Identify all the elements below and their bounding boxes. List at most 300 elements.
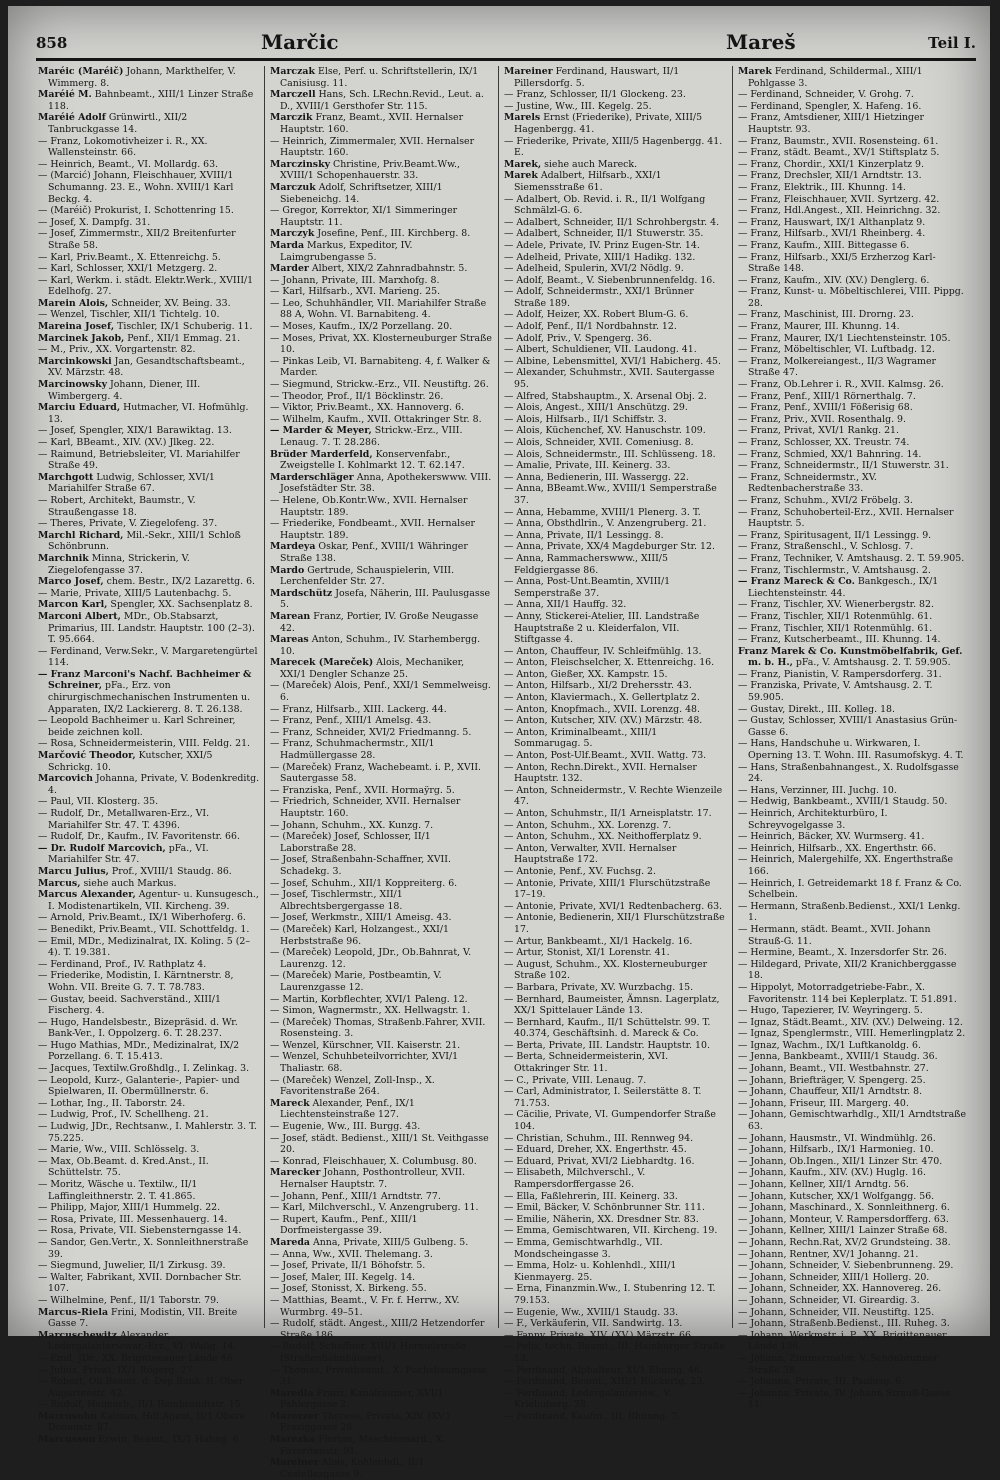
- directory-entry: [504, 1388, 726, 1411]
- directory-entry: [504, 1109, 726, 1132]
- entry-name: Marco Josef,: [38, 576, 104, 588]
- entry-name: — Dr. Rudolf Marcovich,: [38, 842, 166, 854]
- entry-details: — Marie, Private, XIII/5 Lautenbachg. 5.: [38, 587, 232, 599]
- entry-details: — Anton, Schneidermstr., V. Rechte Wienzeile 47.: [504, 784, 723, 808]
- directory-entry: [738, 901, 966, 924]
- directory-entry: [38, 159, 260, 171]
- entry-details: — Franz, Priv., XVII. Rosenthalg. 9.: [738, 413, 906, 425]
- entry-details: — (Mareček) Franz, Wachebeamt. i. P., XVII. Sautergasse 58.: [270, 761, 481, 785]
- entry-name: Maréié M.: [38, 89, 92, 101]
- directory-entry: [738, 101, 966, 113]
- entry-name: Marcinkowski: [38, 355, 112, 367]
- entry-details: siehe auch Markus.: [83, 877, 177, 889]
- entry-details: — Barbara, Private, XV. Wurzbachg. 15.: [504, 981, 694, 993]
- directory-entry: [504, 89, 726, 101]
- directory-entry: [738, 147, 966, 159]
- entry-details: — Rudolf, städt. Angest., XIII/2 Hetzendorfer Straße 186.: [270, 1318, 485, 1341]
- entry-details: — Adolf, Priv., V. Spengerg. 36.: [504, 332, 652, 344]
- directory-entry: [270, 912, 492, 924]
- directory-entry: [270, 1457, 492, 1480]
- directory-entry: [504, 1144, 726, 1156]
- entry-details: — Ludwig, JDr., Rechtsanw., I. Mahlerstr. 3. T. 75.225.: [38, 1121, 257, 1144]
- directory-entry: [504, 692, 726, 704]
- entry-details: — Franz, Maurer, IX/1 Liechtensteinstr. 105.: [738, 332, 951, 344]
- entry-details: pFa., Erz. von chirurgischmechanischen Instrumenten u. Apparaten, IX/2 Lackiererg. 8. T. 26.138.: [48, 680, 251, 715]
- directory-entry: [38, 553, 260, 576]
- directory-entry: [38, 1411, 260, 1434]
- page-number: 858: [36, 34, 68, 52]
- entry-name: Marein Alois,: [38, 297, 109, 309]
- entry-details: — Anna, BBeamt.Ww., XVIII/1 Semperstraße 37.: [504, 483, 717, 506]
- entry-details: — Robert, Architekt, Baumstr., V. Straußengasse 18.: [38, 494, 196, 518]
- entry-details: Schneider, XV. Being. 33.: [111, 297, 231, 309]
- entry-details: — Albine, Lebensmittel, XVI/1 Habicherg. 45.: [504, 355, 721, 367]
- directory-entry: [504, 1191, 726, 1203]
- entry-details: Franz, Beamt., XVII. Hernalser Hauptstr. 160.: [280, 112, 464, 135]
- directory-entry: [38, 1330, 260, 1353]
- directory-entry: [738, 924, 966, 947]
- entry-details: — Heinrich, Bäcker, XV. Wurmserg. 41.: [738, 831, 925, 843]
- directory-entry: [504, 344, 726, 356]
- directory-entry: [738, 565, 966, 577]
- entry-details: — Johann, Penf., XIII/1 Arndtstr. 77.: [270, 1190, 441, 1202]
- entry-details: — Leopold Bachheimer u. Karl Schreiner, beide zeichnen koll.: [38, 715, 236, 738]
- entry-details: Josefa, Näherin, III. Paulusgasse 5.: [280, 587, 491, 611]
- directory-entry: [38, 750, 260, 773]
- entry-details: — Karl, BBeamt., XIV. (XV.) Jlkeg. 22.: [38, 437, 215, 448]
- directory-entry: [738, 1179, 966, 1191]
- entry-name: Marcovich: [38, 773, 93, 785]
- directory-entry: [38, 1353, 260, 1365]
- entry-details: — Johann, Beamt., VII. Westbahnstr. 27.: [738, 1063, 929, 1075]
- entry-name: Marczyk: [270, 228, 315, 240]
- directory-entry: [38, 738, 260, 750]
- directory-entry: [504, 669, 726, 681]
- directory-entry: [38, 205, 260, 217]
- directory-entry: [504, 217, 726, 229]
- entry-name: Marels: [504, 112, 541, 124]
- entry-details: — Ferdinand, Schneider, V. Grohg. 7.: [738, 89, 914, 101]
- directory-entry: [504, 252, 726, 264]
- entry-details: — Franz, Schlosser, XX. Treustr. 74.: [738, 437, 910, 448]
- directory-entry: [270, 1040, 492, 1052]
- entry-details: — Heinrich, Beamt., VI. Mollardg. 63.: [38, 158, 219, 170]
- entry-details: — Theres, Private, V. Ziegelofeng. 37.: [38, 518, 218, 530]
- entry-details: — Anna, Bedienerin, III. Wassergg. 22.: [504, 471, 689, 483]
- directory-entry: [38, 1237, 260, 1260]
- directory-entry: [504, 483, 726, 506]
- directory-entry: [504, 727, 726, 750]
- entry-details: Prof., XVIII/1 Staudg. 86.: [111, 865, 232, 877]
- entry-details: Penf., XII/1 Emmag. 21.: [127, 332, 241, 344]
- directory-entry: [38, 309, 260, 321]
- directory-entry: [38, 576, 260, 588]
- entry-details: — Ferdinand, Ledergalanteriew., V. Kriehuberg. 28.: [504, 1387, 672, 1411]
- directory-entry: [38, 472, 260, 495]
- directory-entry: [38, 437, 260, 449]
- directory-entry: [270, 1051, 492, 1074]
- directory-entry: [270, 1283, 492, 1295]
- directory-entry: [270, 1272, 492, 1284]
- directory-entry: [270, 1365, 492, 1388]
- directory-entry: [504, 240, 726, 252]
- entry-details: — Gustav, beeid. Sachverständ., XIII/1 Fischerg. 4.: [38, 993, 221, 1017]
- directory-entry: [738, 1017, 966, 1029]
- entry-details: — Wenzel, Kürschner, VII. Kaiserstr. 21.: [270, 1039, 461, 1051]
- entry-details: — Franz, Baumstr., XVII. Rosensteing. 61.: [738, 135, 939, 147]
- entry-details: — Franz, Schuhm., XVI/2 Fröbelg. 3.: [738, 494, 913, 506]
- entry-details: — Franz, Hauswart, IX/1 Althanplatz 9.: [738, 216, 926, 228]
- directory-entry: [270, 1133, 492, 1156]
- directory-entry: [270, 588, 492, 611]
- entry-details: — Ferdinand, Verw.Sekr., V. Margaretengürtel 114.: [38, 645, 258, 669]
- entry-details: Tischler, IX/1 Schuberig. 11.: [117, 321, 253, 333]
- entry-name: Franz Marek & Co. Kunstmöbelfabrik, Gef. m. b. H.,: [738, 645, 963, 669]
- directory-entry: [738, 530, 966, 542]
- directory-entry: [504, 1307, 726, 1319]
- entry-details: — Anton, Kutscher, XIV. (XV.) Märzstr. 48.: [504, 715, 703, 727]
- entry-details: — Marie, Ww., VIII. Schlösselg. 3.: [38, 1144, 200, 1156]
- directory-entry: [738, 1260, 966, 1272]
- entry-details: — Johann, Friseur, III. Margerg. 40.: [738, 1097, 909, 1109]
- entry-name: Marek,: [504, 158, 542, 170]
- entry-name: Brüder Marderfeld,: [270, 448, 373, 460]
- entry-details: — Antonie, Penf., XV. Fuchsg. 2.: [504, 865, 656, 877]
- directory-entry: [738, 136, 966, 148]
- entry-details: — Franz, Penf., XIII/1 Amelsg. 43.: [270, 715, 432, 727]
- entry-details: — Franz, Maurer, III. Khunng. 14.: [738, 321, 900, 333]
- entry-details: — Anna, Rammacherswww., XIII/5 Feldgiergasse 86.: [504, 552, 668, 576]
- entry-name: Marczik: [270, 112, 313, 124]
- directory-entry: [504, 947, 726, 959]
- entry-details: Alexander, Ledergalanteriewar.-Erz., VI. Wallg. 14.: [48, 1329, 237, 1353]
- entry-details: — Emil, Bäcker, V. Schönbrunner Str. 111.: [504, 1202, 705, 1214]
- entry-details: — C., Private, VIII. Lenaug. 7.: [504, 1074, 647, 1086]
- entry-details: — Moses, Kaufm., IX/2 Porzellang. 20.: [270, 321, 453, 333]
- page-header: [36, 30, 976, 60]
- directory-entry: [270, 298, 492, 321]
- directory-entry: [738, 275, 966, 287]
- entry-details: — Josef, Private, II/1 Böhofstr. 5.: [270, 1260, 426, 1272]
- entry-name: Marek: [738, 66, 772, 77]
- entry-details: — Karl, Schlosser, XXI/1 Metzgerg. 2.: [38, 263, 218, 275]
- entry-details: — Gustav, Direkt., III. Kolleg. 18.: [738, 703, 896, 715]
- directory-entry: [38, 1179, 260, 1202]
- entry-details: Alois, Mechaniker, XXI/1 Dengler Schanze 25.: [280, 657, 465, 680]
- entry-details: Franz, Portier, IV. Große Neugasse 42.: [280, 610, 479, 634]
- entry-details: Anton, Schuhm., IV. Starhembergg. 10.: [280, 634, 481, 657]
- directory-entry: [38, 611, 260, 646]
- entry-details: — Franz, Spiritusagent, II/1 Lessingg. 9.: [738, 529, 932, 541]
- directory-entry: [270, 425, 492, 448]
- directory-entry: [738, 831, 966, 843]
- entry-details: — Walter, Fabrikant, XVII. Dornbacher Str. 107.: [38, 1271, 242, 1295]
- directory-entry: [504, 367, 726, 390]
- entry-name: Maréic (Maréič): [38, 66, 124, 77]
- entry-details: — Rudolf, Schaffner, XIII/1 Hermelstraße (Straßenbahnhäuser).: [270, 1341, 467, 1364]
- directory-entry: [738, 843, 966, 855]
- entry-details: — Rupert, Kaufm., Penf., XIII/1 Dorfmeistergasse 39.: [270, 1213, 418, 1237]
- directory-entry: [270, 495, 492, 518]
- entry-details: — Max, Ob.Beamt. d. Kred.Anst., II. Schüttelstr. 75.: [38, 1155, 209, 1179]
- directory-entry: [504, 599, 726, 611]
- entry-details: — Adolf, Schneidermstr., XXI/1 Brünner Straße 189.: [504, 286, 694, 309]
- directory-entry: [504, 507, 726, 519]
- directory-entry: [738, 321, 966, 333]
- entry-details: — Anna, XII/1 Hauffg. 32.: [504, 599, 627, 611]
- entry-details: — Helene, Ob.Kontr.Ww., XVII. Hernalser Hauptstr. 189.: [270, 494, 468, 518]
- entry-details: Adolf, Schriftsetzer, XIII/1 Siebeneichg. 14.: [280, 181, 443, 205]
- entry-details: — Johann, Kellner, XIII/1 Lainzer Straße 68.: [738, 1225, 948, 1237]
- entry-details: pFa., VI. Mariahilfer Str. 47.: [48, 842, 209, 866]
- directory-entry: [270, 878, 492, 890]
- entry-details: — Anton, Gießer, XX. Kampstr. 15.: [504, 668, 668, 680]
- entry-details: — Philipp, Major, XIII/1 Hummelg. 22.: [38, 1202, 221, 1214]
- entry-name: Mardschütz: [270, 587, 333, 599]
- directory-entry: [38, 843, 260, 866]
- entry-details: — Adelheid, Spulerin, XVI/2 Nödlg. 9.: [504, 263, 684, 275]
- directory-entry: [270, 854, 492, 877]
- entry-details: Erwin, Beamt., IX/1 Hahng. 6.: [98, 1434, 242, 1446]
- entry-details: Konservenfabr., Zweigstelle I. Kohlmarkt 12. T. 62.147.: [280, 448, 465, 472]
- directory-entry: [504, 402, 726, 414]
- entry-details: — Alois, Hilfsarb., II/1 Schiffstr. 3.: [504, 413, 667, 425]
- column-4: [738, 66, 966, 1411]
- directory-entry: [38, 530, 260, 553]
- entry-details: — Johann, Kellner, XII/1 Arndtg. 56.: [738, 1179, 909, 1190]
- directory-entry: [738, 1388, 966, 1411]
- directory-entry: [38, 599, 260, 611]
- entry-details: — Hans, Straßenbahnangest., X. Rudolfsgasse 24.: [738, 761, 959, 785]
- directory-entry: [504, 1237, 726, 1260]
- entry-details: — Antonie, Private, XIII/1 Flurschützstraße 17–19.: [504, 877, 711, 901]
- entry-details: — (Mareček) Alois, Penf., XXI/1 Semmelweisg. 6.: [270, 680, 491, 704]
- entry-details: — Ignaz, Spenglermstr., VIII. Hemerlingplatz 2.: [738, 1028, 966, 1040]
- entry-details: — Franz, Drechsler, XII/1 Arndtstr. 13.: [738, 170, 922, 182]
- entry-details: Frini, Modistin, VII. Breite Gasse 7.: [48, 1306, 238, 1330]
- directory-entry: [270, 1121, 492, 1133]
- directory-entry: [38, 263, 260, 275]
- entry-details: — Adolf, Beamt., V. Siebenbrunnenfeldg. 16.: [504, 274, 716, 286]
- directory-entry: [38, 1040, 260, 1063]
- directory-entry: [270, 228, 492, 240]
- entry-details: — Franz, Pianistin, V. Rampersdorferg. 31.: [738, 668, 942, 680]
- directory-entry: [738, 715, 966, 738]
- entry-details: Ernst (Friederike), Private, XIII/5 Hagenbergg. 41.: [514, 112, 703, 135]
- directory-entry: [738, 507, 966, 530]
- directory-entry: [38, 1434, 260, 1446]
- entry-details: — Friedrich, Schneider, XVII. Hernalser Hauptstr. 160.: [270, 796, 461, 819]
- directory-entry: [38, 1121, 260, 1144]
- directory-entry: [738, 402, 966, 414]
- entry-name: Marder: [270, 263, 309, 275]
- directory-entry: [738, 1283, 966, 1295]
- entry-details: — Anton, Knopfmach., XVII. Lorenzg. 48.: [504, 703, 700, 715]
- entry-details: — Elisabeth, Milchverschl., V. Rampersdorffergasse 26.: [504, 1167, 646, 1190]
- entry-details: Therese, Private, XIV. (XV.) Fraziggasse 28.: [280, 1410, 450, 1434]
- entry-name: Mareiner: [270, 1457, 319, 1469]
- directory-entry: [738, 472, 966, 495]
- column-divider: [732, 66, 733, 1328]
- directory-entry: [270, 565, 492, 588]
- directory-entry: [504, 936, 726, 948]
- directory-entry: [270, 1260, 492, 1272]
- entry-details: Josefine, Penf., III. Kirchberg. 8.: [317, 228, 471, 240]
- directory-entry: [504, 263, 726, 275]
- entry-details: — Emil, MDr., Medizinalrat, IX. Koling. 5 (2–4). T. 19.381.: [38, 935, 251, 959]
- directory-entry: [738, 1133, 966, 1145]
- directory-entry: [504, 646, 726, 658]
- directory-entry: [738, 1330, 966, 1353]
- directory-entry: [738, 1307, 966, 1319]
- entry-details: — Heinrich, I. Getreidemarkt 18 f. Franz & Co. Schelbein.: [738, 877, 962, 901]
- entry-details: — Fanny, Private, XIV. (XV.) Märzstr. 66.: [504, 1329, 694, 1341]
- entry-details: Ludwig, Schlosser, XVI/1 Mariahilfer Straße 67.: [48, 471, 215, 495]
- entry-details: — F., Verkäuferin, VII. Sandwirtg. 13.: [504, 1318, 683, 1330]
- directory-entry: [738, 576, 966, 599]
- directory-entry: [504, 101, 726, 113]
- directory-entry: [504, 680, 726, 692]
- entry-details: — Amalie, Private, III. Keinerg. 33.: [504, 460, 671, 472]
- directory-entry: [504, 982, 726, 994]
- directory-entry: [504, 228, 726, 240]
- directory-entry: [270, 994, 492, 1006]
- entry-details: — Emil, JDr., XX. Brigittenauer Lände 46.: [38, 1352, 236, 1364]
- entry-details: — Johann, Hilfsarb., IX/1 Harmonieg. 10.: [738, 1144, 934, 1156]
- entry-details: — Josef, städt. Bedienst., XIII/1 St. Veithgasse 20.: [270, 1132, 489, 1156]
- entry-name: Mardo: [270, 564, 305, 576]
- directory-entry: [270, 472, 492, 495]
- entry-name: Marcinowsky: [38, 379, 108, 391]
- directory-entry: [38, 1144, 260, 1156]
- entry-details: — Anny, Stickerei-Atelier, III. Landstraße Hauptstraße 2 u. Kleiderfalon, VII. Stiftgasse 4.: [504, 610, 700, 646]
- directory-entry: [270, 924, 492, 947]
- directory-entry: [270, 66, 492, 89]
- entry-details: — Emma, Gemischtwaren, VII. Kircheng. 19.: [504, 1225, 718, 1237]
- entry-details: — Franz, Kunst- u. Möbeltischlerei, VIII. Pippg. 28.: [738, 286, 964, 309]
- entry-details: Ferdinand, Hauswart, II/1 Pillersdorfg. 5.: [514, 66, 680, 89]
- entry-details: — Hans, Handschuhe u. Wirkwaren, I. Operning 13. T. Wohn. III. Rasumofskyg. 4. T.: [738, 738, 964, 762]
- directory-entry: [504, 1040, 726, 1052]
- directory-entry: [738, 356, 966, 379]
- entry-details: — Franz, Penf., XIII/1 Rörnerthalg. 7.: [738, 390, 916, 402]
- entry-details: — Gustav, Schlosser, XVIII/1 Anastasius Grün-Gasse 6.: [738, 715, 958, 738]
- directory-entry: [504, 1167, 726, 1190]
- directory-entry: [504, 66, 726, 89]
- directory-entry: [738, 449, 966, 461]
- entry-details: — Franz, Möbeltischler, VI. Luftbadg. 12.: [738, 344, 935, 356]
- entry-details: — Ferdinand, Alphalteur, XI/1 Ehamg. 46.: [504, 1364, 703, 1376]
- directory-entry: [738, 1202, 966, 1214]
- entry-details: — Franz, Schneider, XVI/2 Friedmanng. 5.: [270, 726, 472, 738]
- entry-details: — Thomas, Privatbeamt., X. Puchsbaumgasse 31.: [270, 1364, 488, 1388]
- directory-entry: [738, 669, 966, 681]
- column-3: [504, 66, 726, 1422]
- entry-details: Alois, Kohlenhdl., II/1 Castellezgasse 9.: [280, 1457, 425, 1480]
- entry-details: — Rudolf, Dr., Metallwaren-Erz., VI. Mariahilfer Str. 47. T. 4396.: [38, 808, 210, 831]
- entry-details: — Jacques, Textilw.Großhdlg., I. Zelinkag. 3.: [38, 1063, 250, 1075]
- entry-details: — Berta, Private, III. Landstr. Hauptstr. 10.: [504, 1039, 710, 1051]
- entry-details: — Franz, Fleischhauer, XVII. Syrtzerg. 42.: [738, 193, 940, 205]
- directory-entry: [738, 1295, 966, 1307]
- entry-details: — Franz, Schuhmachermstr., XII/1 Hadmüllergasse 28.: [270, 738, 435, 762]
- entry-details: — Ella, Faßlehrerin, III. Keinerg. 33.: [504, 1190, 678, 1202]
- directory-entry: [504, 785, 726, 808]
- entry-name: — Marder & Meyer,: [270, 425, 372, 437]
- entry-details: — Arnold, Priv.Beamt., IX/1 Wiberhoferg. 6.: [38, 912, 246, 924]
- entry-details: — Julius, Privat, IX/1 Rögerg. 27.: [38, 1364, 196, 1376]
- directory-entry: [270, 762, 492, 785]
- entry-name: Mareiner: [504, 66, 553, 77]
- directory-entry: [738, 553, 966, 565]
- entry-details: — Hugo, Tapezierer, IV. Weyringerg. 5.: [738, 1005, 923, 1017]
- entry-name: Marcusson: [38, 1434, 96, 1446]
- directory-entry: [504, 1330, 726, 1342]
- entry-details: Johann, Diener, III. Wimbergerg. 4.: [48, 379, 201, 402]
- directory-entry: [270, 970, 492, 993]
- entry-details: — Alfred, Stabshauptm., X. Arsenal Obj. 2.: [504, 390, 707, 402]
- directory-entry: [738, 252, 966, 275]
- entry-details: — Alois, Küchenchef, XV. Hanuschstr. 109.: [504, 425, 706, 437]
- directory-entry: [38, 228, 260, 251]
- directory-entry: [738, 309, 966, 321]
- entry-details: — Anna, Private, XX/4 Magdeburger Str. 12.: [504, 541, 715, 553]
- column-2: [270, 66, 492, 1480]
- entry-details: — (Mareček) Leopold, JDr., Ob.Bahnrat, V. Laurenzg. 12.: [270, 947, 472, 970]
- directory-entry: [38, 646, 260, 669]
- entry-details: — Johann, Werkmstr. i. P., XX. Brigittenauer Lände 136.: [738, 1329, 947, 1353]
- entry-details: — Franziska, Private, V. Amtshausg. 2. T. 59.905.: [738, 680, 933, 704]
- entry-details: — Adolf, Penf., II/1 Nordbahnstr. 12.: [504, 321, 677, 333]
- entry-details: — Artur, Bankbeamt., XI/1 Hackelg. 16.: [504, 935, 693, 947]
- entry-details: Johanna, Private, V. Bodenkreditg. 4.: [48, 773, 260, 796]
- entry-details: — Franz, Kaufm., XIV. (XV.) Denglerg. 6.: [738, 274, 930, 286]
- entry-name: Marcinek Jakob,: [38, 332, 125, 344]
- entry-details: — Alois, Schneider, XVII. Comeniusg. 8.: [504, 437, 694, 448]
- directory-entry: [738, 762, 966, 785]
- entry-details: — Hugo, Handelsbestr., Bizepräsid. d. Wr. Bank-Ver., I. Oppolzerg. 6. T. 28.237.: [38, 1016, 238, 1040]
- entry-details: — Anna, Hebamme, XVIII/1 Plenerg. 3. T.: [504, 506, 701, 518]
- directory-entry: [504, 553, 726, 576]
- entry-details: Anna, Private, XIII/5 Gulbeng. 5.: [312, 1236, 469, 1248]
- directory-entry: [270, 379, 492, 391]
- directory-entry: [738, 205, 966, 217]
- directory-entry: [504, 425, 726, 437]
- directory-entry: [38, 333, 260, 345]
- entry-details: siehe auch Mareck.: [544, 158, 638, 170]
- directory-entry: [504, 576, 726, 599]
- entry-details: — Robert, Ob.Beamt. d. Dep.Bank, II. Ober Augartenstr. 42.: [38, 1376, 244, 1399]
- directory-entry: [504, 1133, 726, 1145]
- entry-name: Marcusohn: [38, 1410, 98, 1422]
- entry-details: — Raimund, Betriebsleiter, VI. Mariahilfer Straße 49.: [38, 448, 240, 472]
- directory-entry: [738, 425, 966, 437]
- entry-details: — Josef, Schuhm., XII/1 Koppreiterg. 6.: [270, 877, 458, 889]
- directory-entry: [270, 333, 492, 356]
- entry-details: — Johann, Chauffeur, XII/1 Arndtstr. 8.: [738, 1086, 923, 1098]
- entry-details: Kutscher, XXI/5 Schrickg. 10.: [48, 750, 213, 773]
- directory-entry: [270, 356, 492, 379]
- entry-details: — Theodor, Prof., II/1 Böcklinstr. 26.: [270, 390, 444, 402]
- entry-details: — Franz, Hilfsarb., XXI/5 Erzherzog Karl-Straße 148.: [738, 251, 936, 275]
- directory-entry: [270, 1167, 492, 1190]
- directory-entry: [738, 1040, 966, 1052]
- entry-details: — Johann, Rechn.Rat, XV/2 Grundsteing. 38.: [738, 1236, 951, 1248]
- entry-name: Marcus,: [38, 877, 81, 889]
- directory-entry: [270, 1202, 492, 1214]
- directory-entry: [738, 460, 966, 472]
- directory-entry: [738, 1098, 966, 1110]
